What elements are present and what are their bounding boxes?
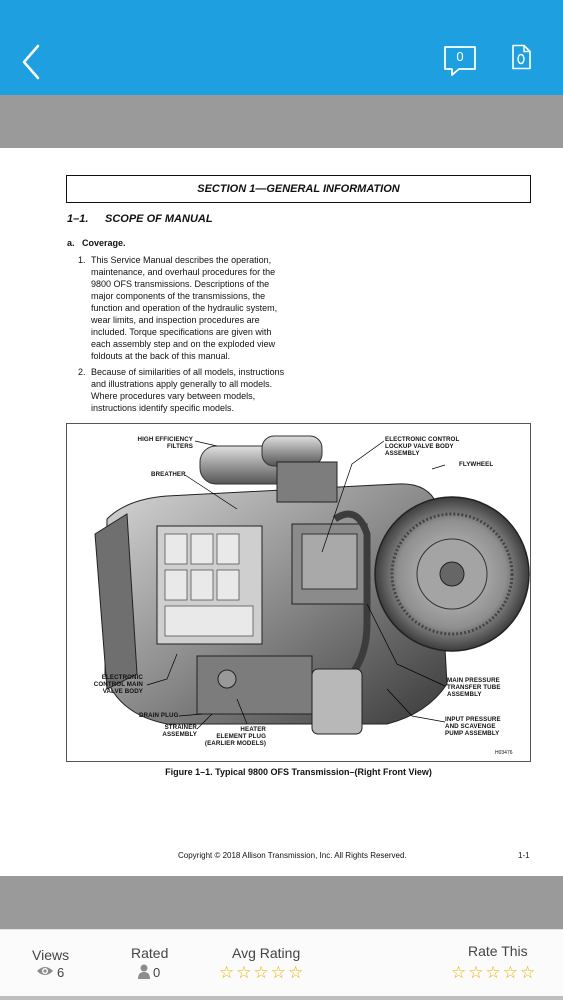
callout-heater-element-plug: HEATER ELEMENT PLUG (EARLIER MODELS) (204, 726, 266, 747)
scope-title: SCOPE OF MANUAL (105, 213, 213, 225)
comments-button[interactable] (443, 45, 477, 77)
figure-caption: Figure 1–1. Typical 9800 OFS Transmission–(Right Front View) (165, 767, 432, 777)
top-app-bar (0, 0, 563, 95)
page-number: 1-1 (518, 851, 530, 860)
page-separator-top (0, 95, 563, 148)
eye-icon (36, 965, 54, 977)
callout-breather: BREATHER (151, 471, 186, 478)
callout-main-pressure-transfer: MAIN PRESSURE TRANSFER TUBE ASSEMBLY (447, 677, 501, 698)
callout-electronic-control-main: ELECTRONIC CONTROL MAIN VALVE BODY (93, 674, 143, 695)
bottom-strip (0, 996, 563, 1000)
star-outline-icon[interactable]: ☆ (468, 963, 486, 982)
callout-high-efficiency-filters: HIGH EFFICIENCY FILTERS (137, 436, 193, 450)
star-outline-icon: ☆ (270, 963, 288, 982)
avg-rating-stars (219, 963, 305, 983)
callout-strainer-assembly: STRAINER ASSEMBLY (162, 724, 197, 738)
callout-flywheel: FLYWHEEL (459, 461, 494, 468)
star-outline-icon[interactable]: ☆ (520, 963, 538, 982)
star-outline-icon: ☆ (236, 963, 254, 982)
callout-drain-plug: DRAIN PLUG (139, 712, 179, 719)
star-outline-icon: ☆ (219, 963, 237, 982)
paragraph-2 (78, 366, 293, 414)
section-title: SECTION 1—GENERAL INFORMATION (66, 175, 531, 203)
rated-label: Rated (131, 945, 169, 961)
avg-rating-label: Avg Rating (232, 945, 301, 961)
paragraph-text: Because of similarities of all models, instructions and illustrations apply generally to all models. Where procedures vary between models, instructions identify specific models. (91, 367, 285, 413)
paragraph-1 (78, 254, 293, 362)
transmission-illustration (67, 424, 531, 762)
callout-electronic-control-lockup: ELECTRONIC CONTROL LOCKUP VALVE BODY ASSEMBLY (385, 436, 460, 457)
rated-count: 0 (153, 965, 161, 980)
figure-id: H03476 (495, 750, 513, 756)
paragraph-text: This Service Manual describes the operation, maintenance, and overhaul procedures for the 9800 OFS transmissions. Descriptions of the major components of the transmissions, the function and operation of the hydraulic system, wear limits, and inspection procedures are included. Torque specifications are given with each assembly step and on the exploded view foldouts at the back of this manual. (91, 255, 278, 361)
person-icon (138, 964, 150, 979)
star-outline-icon: ☆ (288, 963, 306, 982)
coverage-heading: a. Coverage. (67, 238, 126, 248)
scope-heading (67, 213, 213, 225)
document-icon[interactable] (510, 44, 532, 70)
stats-footer (0, 929, 563, 1000)
paragraph-number: 2. (78, 367, 86, 377)
transmission-figure (66, 423, 531, 762)
star-outline-icon[interactable]: ☆ (485, 963, 503, 982)
views-count: 6 (57, 965, 65, 980)
scope-number: 1–1. (67, 213, 89, 225)
star-outline-icon[interactable]: ☆ (502, 963, 520, 982)
views-label: Views (32, 947, 70, 963)
rate-this-label: Rate This (468, 943, 528, 959)
rate-this-stars[interactable] (451, 963, 537, 983)
page-separator-bottom (0, 876, 563, 929)
paragraph-number: 1. (78, 255, 86, 265)
callout-input-pressure-scavenge: INPUT PRESSURE AND SCAVENGE PUMP ASSEMBLY (445, 716, 501, 737)
star-outline-icon: ☆ (253, 963, 271, 982)
manual-page[interactable] (0, 148, 563, 876)
comment-count: 0 (456, 49, 464, 64)
copyright-text: Copyright © 2018 Allison Transmission, Inc. All Rights Reserved. (178, 851, 407, 860)
chevron-left-icon[interactable] (18, 42, 46, 82)
star-outline-icon[interactable]: ☆ (451, 963, 469, 982)
